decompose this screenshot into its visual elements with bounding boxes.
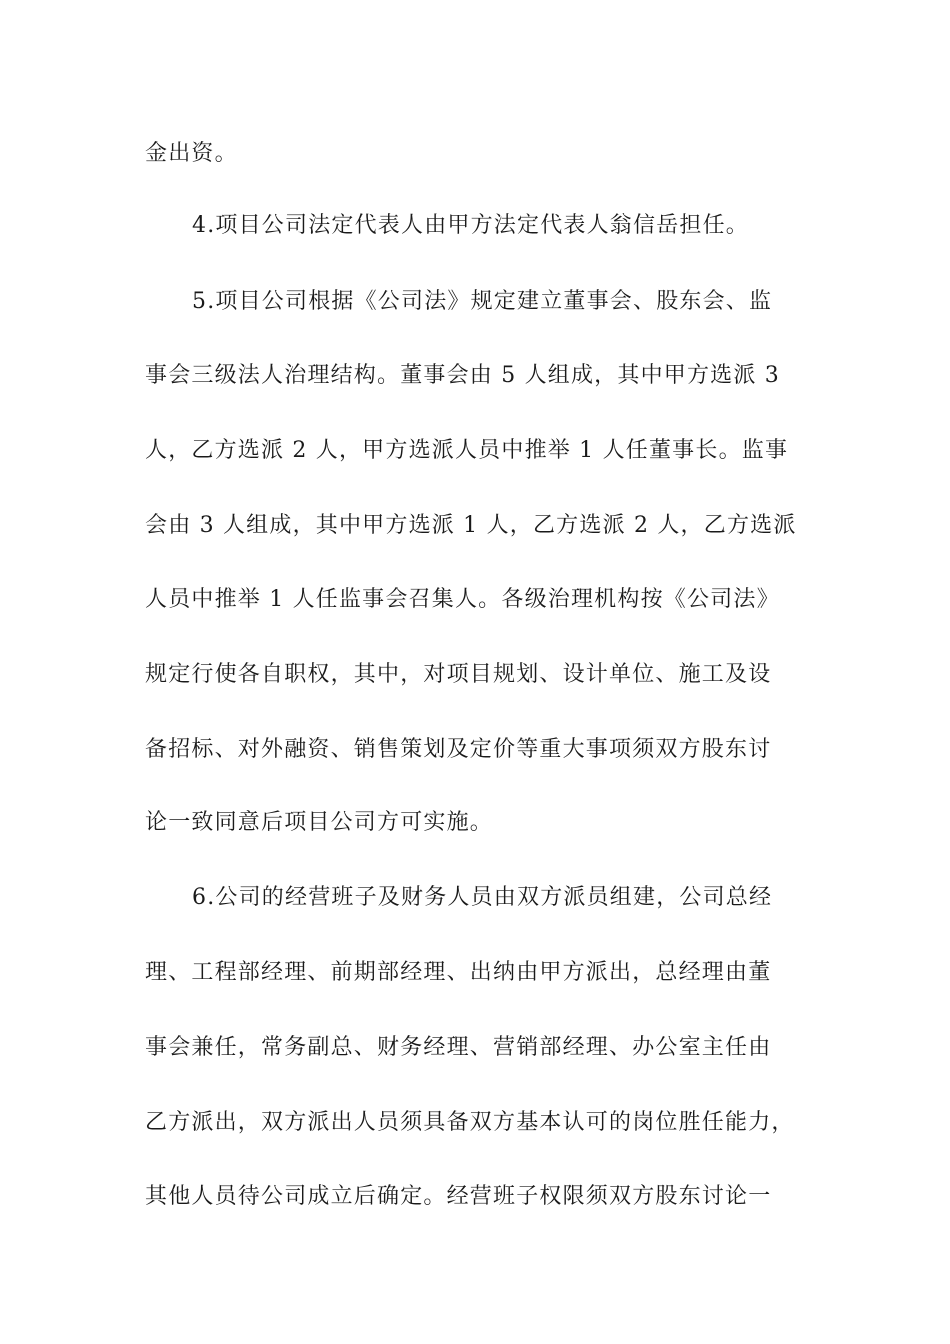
text-line: 事会兼任，常务副总、财务经理、营销部经理、办公室主任由 bbox=[145, 1035, 772, 1060]
text-line: 论一致同意后项目公司方可实施。 bbox=[145, 810, 494, 835]
text-line: 人员中推举 1 人任监事会召集人。各级治理机构按《公司法》 bbox=[145, 587, 780, 612]
text-line: 备招标、对外融资、销售策划及定价等重大事项须双方股东讨 bbox=[145, 737, 772, 762]
text-line: 其他人员待公司成立后确定。经营班子权限须双方股东讨论一 bbox=[145, 1184, 772, 1209]
text-line: 6.公司的经营班子及财务人员由双方派员组建，公司总经 bbox=[192, 885, 773, 910]
text-line: 乙方派出，双方派出人员须具备双方基本认可的岗位胜任能力， bbox=[145, 1110, 795, 1135]
text-line: 金出资。 bbox=[145, 141, 238, 166]
text-line: 4.项目公司法定代表人由甲方法定代表人翁信岳担任。 bbox=[192, 213, 749, 238]
text-line: 理、工程部经理、前期部经理、出纳由甲方派出，总经理由董 bbox=[145, 960, 772, 985]
text-line: 人，乙方选派 2 人，甲方选派人员中推举 1 人任董事长。监事 bbox=[145, 438, 789, 463]
text-line: 5.项目公司根据《公司法》规定建立董事会、股东会、监 bbox=[192, 289, 773, 314]
text-line: 事会三级法人治理结构。董事会由 5 人组成，其中甲方选派 3 bbox=[145, 363, 780, 388]
text-line: 会由 3 人组成，其中甲方选派 1 人，乙方选派 2 人，乙方选派 bbox=[145, 513, 797, 538]
text-line: 规定行使各自职权，其中，对项目规划、设计单位、施工及设 bbox=[145, 662, 772, 687]
